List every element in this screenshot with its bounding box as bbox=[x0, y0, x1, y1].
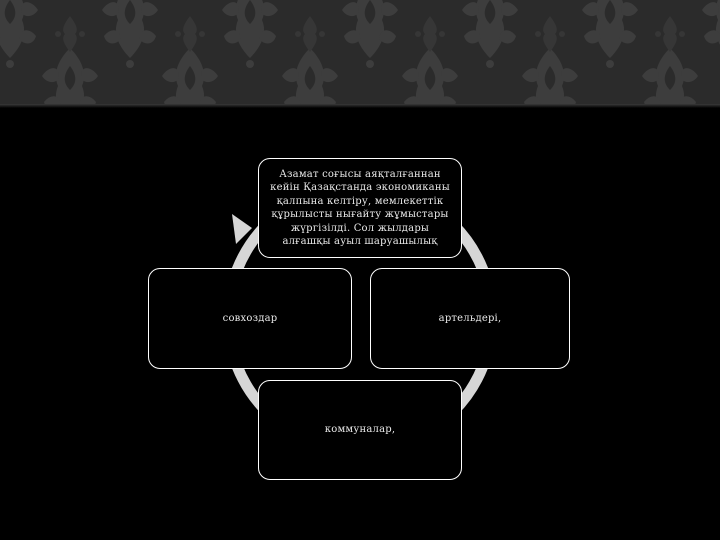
cycle-node-right bbox=[370, 268, 570, 369]
cycle-node-left-text: совхоздар bbox=[222, 312, 278, 324]
cycle-node-top-text: Азамат соғысы аяқталғаннан кейін Қазақстанда экономиканы қалпына келтіру, мемлекеттік құрылысты нығайту жұмыстары жүргізілді. Сол жылдары алғашқы ауыл шаруашылық bbox=[270, 168, 450, 247]
cycle-node-bottom-text: коммуналар, bbox=[324, 424, 396, 436]
cycle-node-top bbox=[258, 158, 462, 258]
cycle-node-bottom bbox=[258, 380, 462, 480]
cycle-node-left bbox=[148, 268, 352, 369]
cycle-node-right-text: артельдері, bbox=[438, 312, 502, 324]
